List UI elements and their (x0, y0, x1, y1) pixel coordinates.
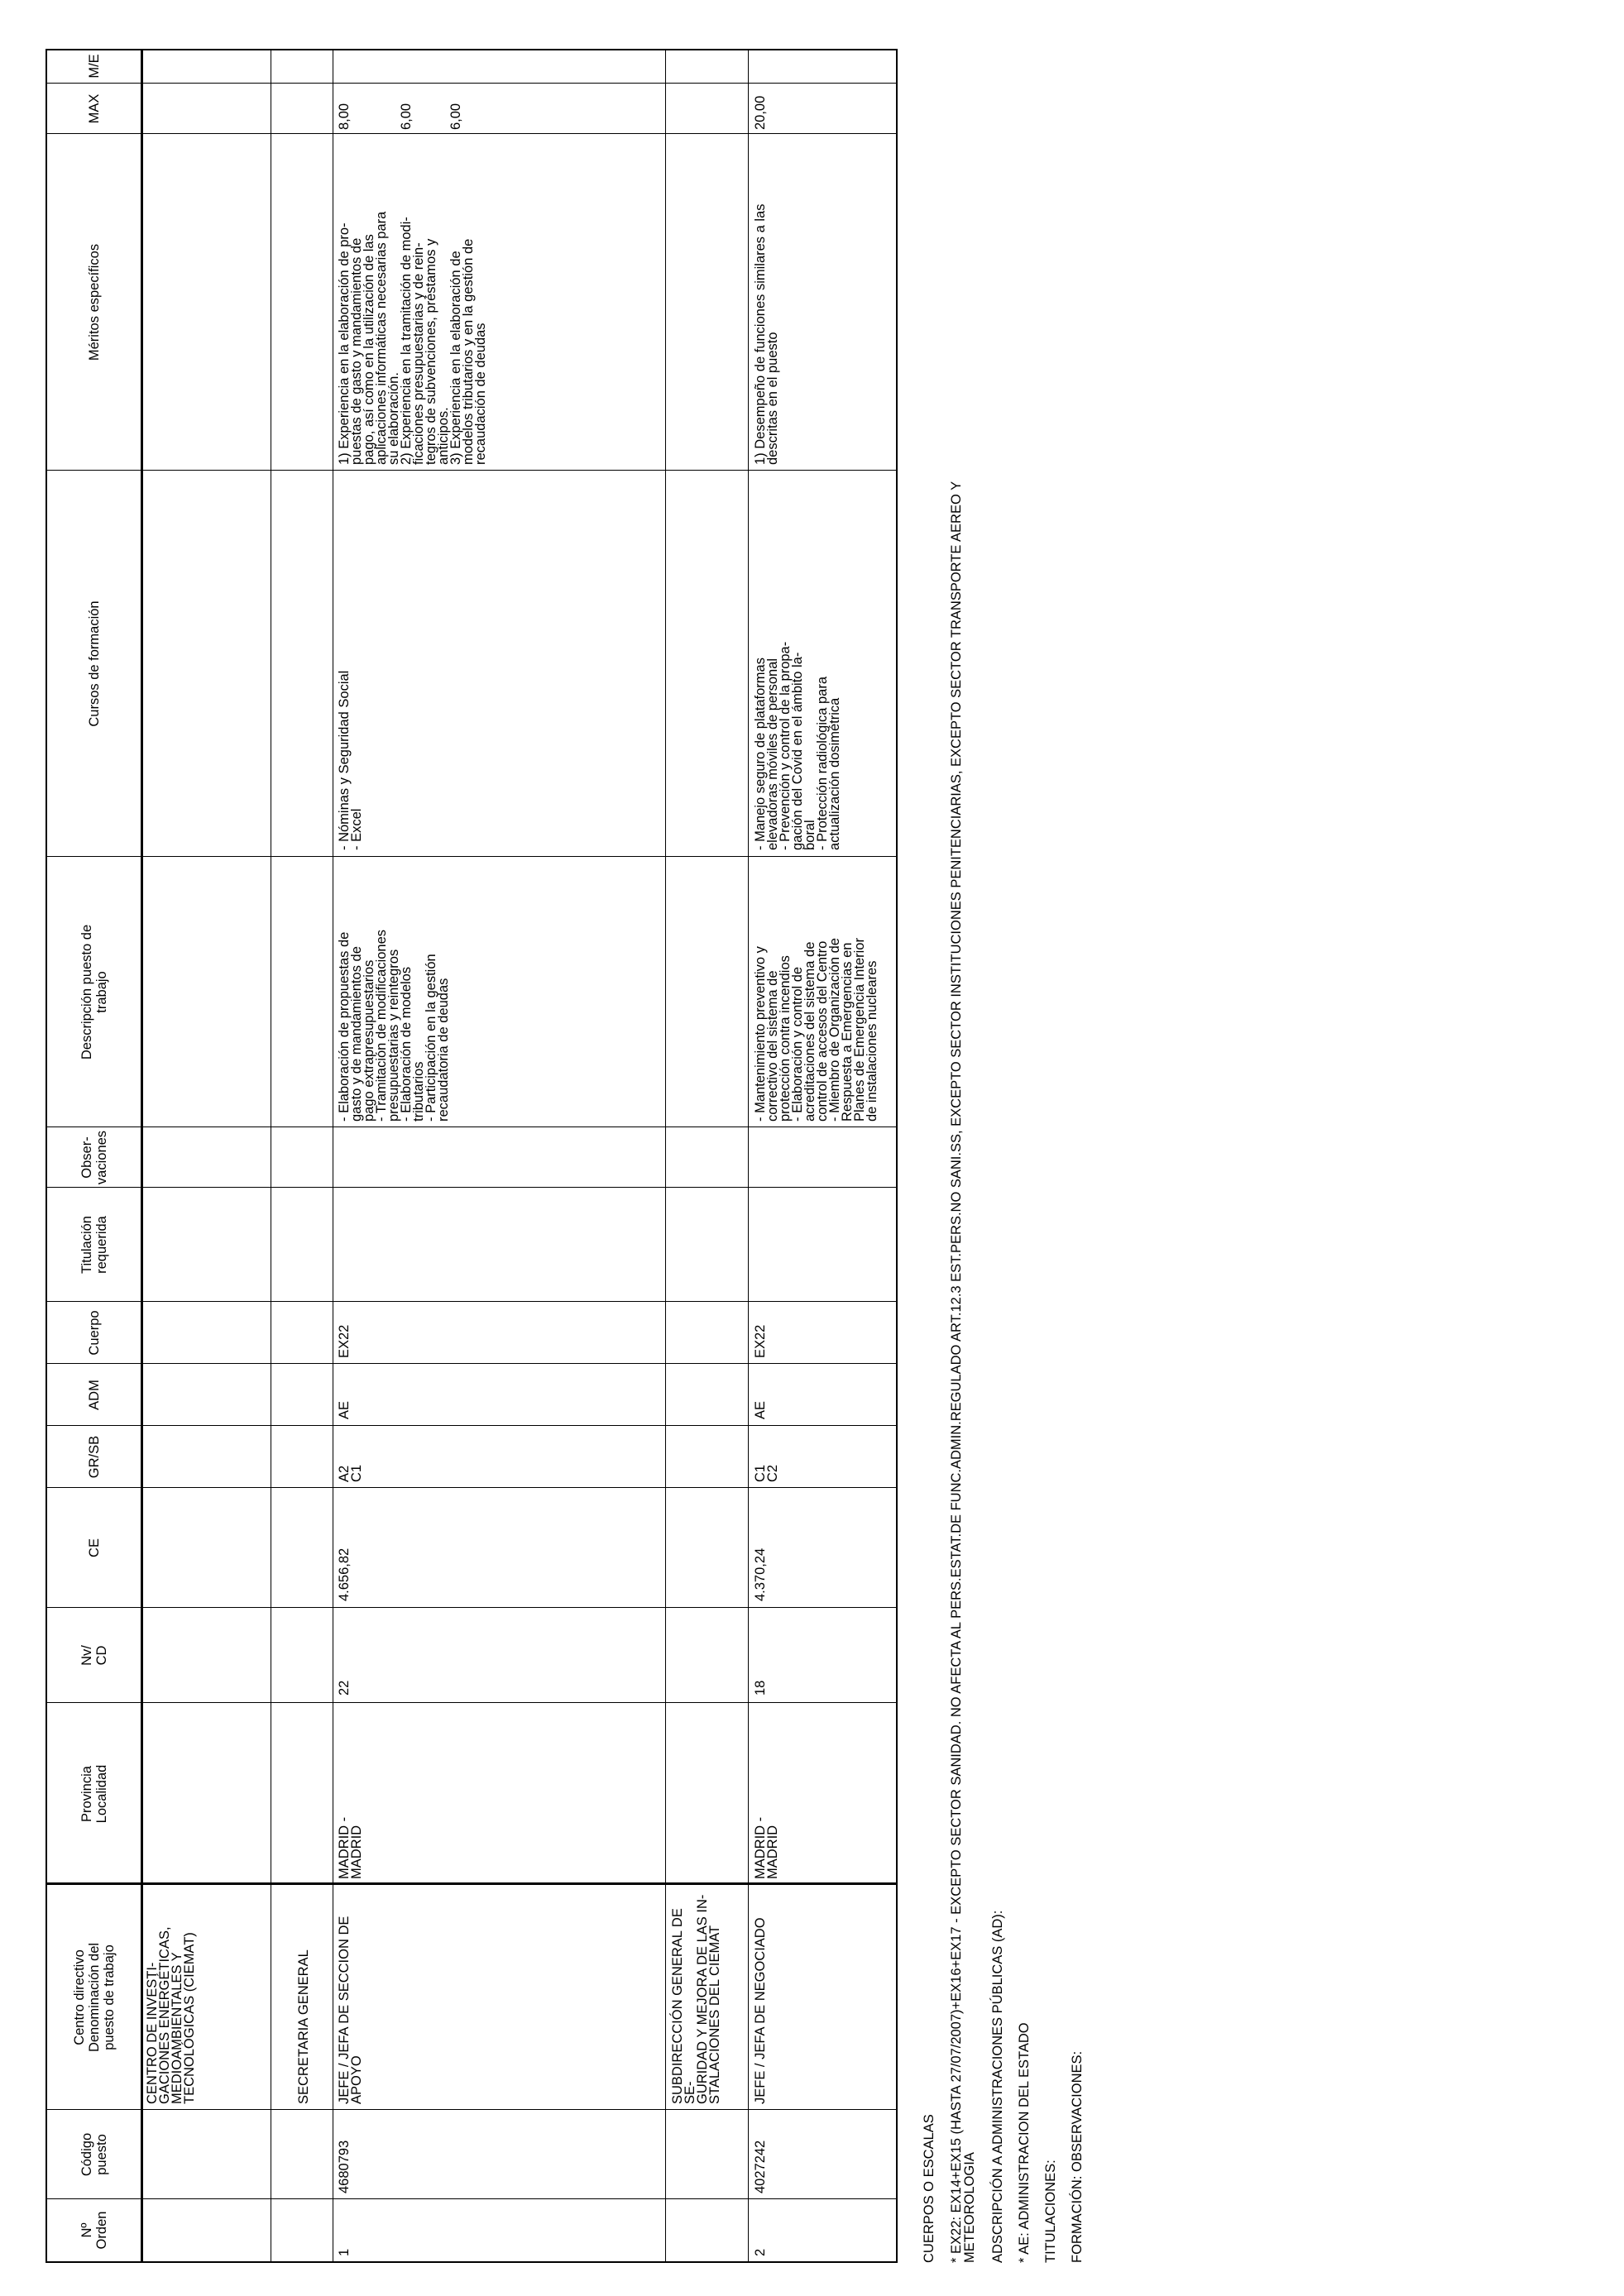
header-observaciones: Obser- vaciones (79, 1130, 109, 1185)
group-subdireccion: SUBDIRECCIÓN GENERAL DE SE- GURIDAD Y MEJORA DE LAS IN- STALACIONES DEL CIEMAT (670, 1894, 722, 2104)
footer-adscripcion: ADSCRIPCIÓN A ADMINISTRACIONES PÚBLICAS (AD): (990, 1910, 1005, 2263)
header-centro: Centro directivo Denominación del puesto de trabajo (71, 1942, 117, 2053)
row2-grsb: C1 C2 (753, 1464, 780, 1482)
row1-max-2: 6,00 (399, 103, 414, 130)
row1-codigo: 4680793 (337, 2140, 352, 2193)
row2-merito-1: 1) Desempeño de funciones similares a las descritas en el puesto (753, 203, 780, 465)
header-provincia: Provincia Localidad (79, 1764, 109, 1824)
row2-descripcion: - Mantenimiento preventivo y correctivo del sistema de protección contra incendios - Elaboración y control de acreditaciones del sistema de control de accesos del Centro - Miembro de Organización de Respuesta a Emergencias en Planes de Emergencia Interior de instalaciones nucleares (753, 938, 879, 1122)
header-nivel: Nv/ CD (79, 1645, 109, 1666)
group-ciemat: CENTRO DE INVESTI- GACIONES ENERGÉTICAS, MEDIOAMBIENTALES Y TECNOLÓGICAS (CIEMAT) (145, 1926, 197, 2104)
row2-adm: AE (753, 1400, 768, 1419)
row1-nivel: 22 (337, 1680, 352, 1696)
footer-cuerpos-title: CUERPOS O ESCALAS (922, 2114, 937, 2263)
row1-denominacion: JEFE / JEFA DE SECCION DE APOYO (337, 1916, 364, 2104)
row1-provincia: MADRID - MADRID (337, 1816, 364, 1879)
header-descripcion: Descripción puesto de trabajo (79, 924, 109, 1060)
row1-orden: 1 (337, 2248, 352, 2256)
row2-provincia: MADRID - MADRID (753, 1816, 780, 1879)
row1-grsb: A2 C1 (337, 1464, 364, 1482)
header-orden: Nº Orden (79, 2211, 109, 2250)
footer-ae: * AE: ADMINISTRACION DEL ESTADO (1017, 2022, 1032, 2263)
row1-merito-1: 1) Experiencia en la elaboración de pro- puestas de gasto y mandamientos de pago, así como en la utilización de las aplicaciones informáticas necesarias para su elaboración. (337, 211, 401, 465)
footer-titulaciones: TITULACIONES: (1043, 2160, 1058, 2263)
header-ce: CE (86, 1538, 102, 1557)
header-titulacion: Titulación requerida (79, 1216, 109, 1275)
row1-max-3: 6,00 (448, 103, 463, 130)
row2-codigo: 4027242 (753, 2140, 768, 2193)
footer-formacion: FORMACIÓN: OBSERVACIONES: (1070, 2050, 1085, 2263)
header-meritos: Méritos específicos (86, 243, 102, 361)
row2-max-1: 20,00 (753, 95, 768, 130)
row1-cursos: - Nóminas y Seguridad Social - Excel (337, 670, 364, 850)
row2-nivel: 18 (753, 1680, 768, 1696)
header-me: M/E (86, 54, 102, 79)
header-grsb: GR/SB (86, 1435, 102, 1479)
row1-ce: 4.656,82 (337, 1547, 352, 1601)
row1-descripcion: - Elaboración de propuestas de gasto y de mandamientos de pago extrapresupuestarios - Tramitación de modificaciones presupuestarias y reintegros - Elaboración de modelos tributarios - Participación en la gestión recaudatoria de deudas (337, 929, 451, 1122)
row1-max-1: 8,00 (337, 103, 352, 130)
row1-merito-2: 2) Experiencia en la tramitación de modi- ficaciones presupuestarias y de rein- tegros de subvenciones, préstamos y anticipos. (399, 217, 451, 465)
header-max: MAX (86, 93, 102, 124)
positions-table (46, 49, 898, 2263)
header-cuerpo: Cuerpo (86, 1310, 102, 1356)
group-secretaria: SECRETARIA GENERAL (296, 1949, 311, 2104)
row2-ce: 4.370,24 (753, 1547, 768, 1601)
row1-adm: AE (337, 1400, 352, 1419)
row1-merito-3: 3) Experiencia en la elaboración de modelos tributarios y en la gestión de recaudación de deudas (448, 238, 488, 465)
header-codigo: Código puesto (79, 2132, 109, 2177)
row2-orden: 2 (753, 2248, 768, 2256)
row2-denominacion: JEFE / JEFA DE NEGOCIADO (753, 1917, 768, 2104)
row2-cursos: - Manejo seguro de plataformas elevadoras móviles de personal - Prevención y control de la propa- gación del Covid en el ámbito la- boral - Protección radiológica para actualización dosimétrica (753, 641, 842, 850)
row1-cuerpo: EX22 (337, 1324, 352, 1358)
row2-cuerpo: EX22 (753, 1324, 768, 1358)
header-cursos: Cursos de formación (86, 600, 102, 727)
footer-ex22: * EX22: EX14+EX15 (HASTA 27/07/2007)+EX16+EX17 - EXCEPTO SECTOR SANIDAD. NO AFECTA AL PERS.ESTAT.DE FUNC.ADMIN.REGULADO ART.12.3 EST.PERS.NO SANI.SS, EXCEPTO SECTOR INSTITUCIONES PENITENCIARIAS, EXCEPTO SECTOR TRANSPORTE AEREO Y METEOROLOGIA (949, 481, 977, 2263)
header-adm: ADM (86, 1380, 102, 1410)
